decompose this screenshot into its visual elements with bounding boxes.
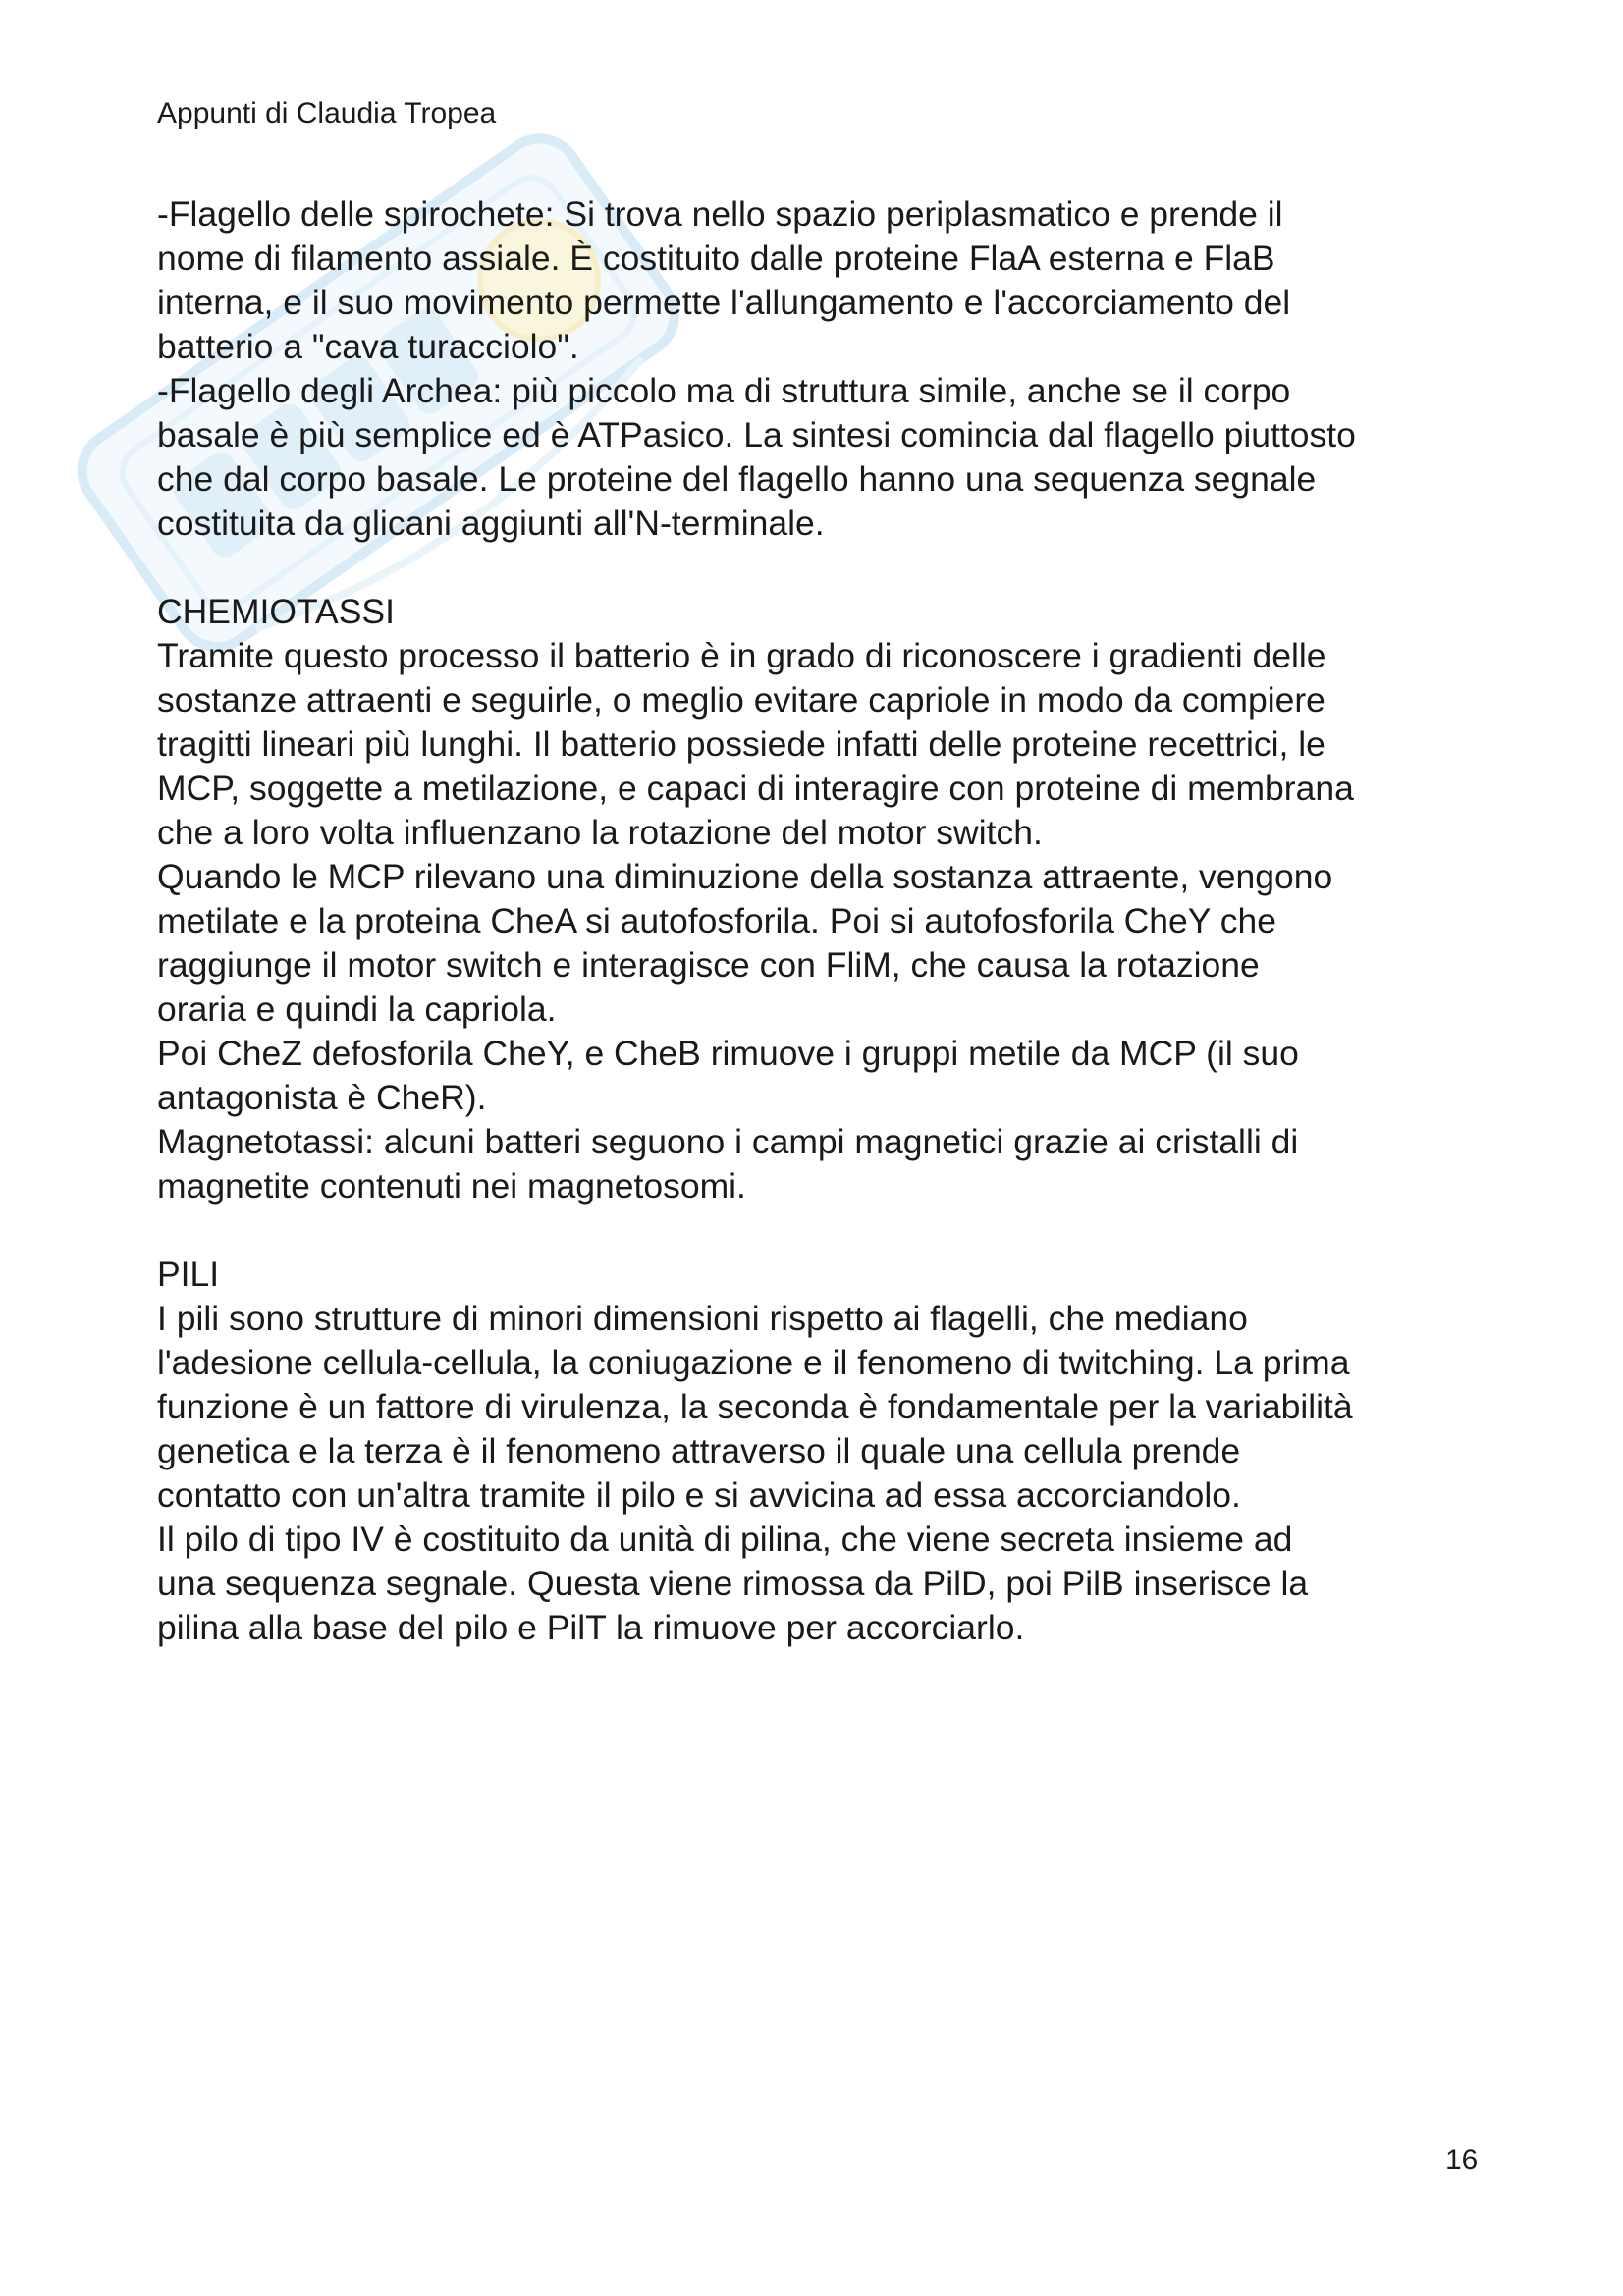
text-line: tragitti lineari più lunghi. Il batterio possiede infatti delle proteine recettrici, le	[157, 724, 1325, 764]
text-line: -Flagello degli Archea: più piccolo ma di struttura simile, anche se il corpo	[157, 371, 1291, 410]
paragraph-chemiotassi-intro	[157, 634, 1512, 855]
text-line: che dal corpo basale. Le proteine del flagello hanno una sequenza segnale	[157, 459, 1317, 499]
text-line: funzione è un fattore di virulenza, la seconda è fondamentale per la variabilità	[157, 1387, 1353, 1426]
text-line: Tramite questo processo il batterio è in grado di riconoscere i gradienti delle	[157, 636, 1326, 675]
text-line: sostanze attraenti e seguirle, o meglio evitare capriole in modo da compiere	[157, 680, 1325, 720]
text-line: metilate e la proteina CheA si autofosforila. Poi si autofosforila CheY che	[157, 901, 1276, 940]
text-line: oraria e quindi la capriola.	[157, 989, 557, 1029]
text-line: che a loro volta influenzano la rotazione del motor switch.	[157, 813, 1043, 852]
text-line: MCP, soggette a metilazione, e capaci di interagire con proteine di membrana	[157, 769, 1354, 808]
paragraph-magnetotassi	[157, 1120, 1512, 1208]
text-line: raggiunge il motor switch e interagisce con FliM, che causa la rotazione	[157, 945, 1260, 985]
text-line: Il pilo di tipo IV è costituito da unità di pilina, che viene secreta insieme ad	[157, 1520, 1293, 1559]
text-line: interna, e il suo movimento permette l'allungamento e l'accorciamento del	[157, 283, 1291, 322]
paragraph-flagello-archea	[157, 369, 1512, 546]
text-line: basale è più semplice ed è ATPasico. La sintesi comincia dal flagello piuttosto	[157, 415, 1356, 454]
text-line: Quando le MCP rilevano una diminuzione della sostanza attraente, vengono	[157, 857, 1333, 896]
text-line: -Flagello delle spirochete: Si trova nello spazio periplasmatico e prende il	[157, 194, 1283, 234]
blank-line	[157, 1208, 1512, 1253]
text-line: l'adesione cellula-cellula, la coniugazione e il fenomeno di twitching. La prima	[157, 1343, 1350, 1382]
document-body	[157, 192, 1512, 1650]
text-line: genetica e la terza è il fenomeno attraverso il quale una cellula prende	[157, 1431, 1241, 1470]
text-line: pilina alla base del pilo e PilT la rimuove per accorciarlo.	[157, 1608, 1025, 1647]
section-heading-pili: PILI	[157, 1255, 220, 1294]
text-line: antagonista è CheR).	[157, 1078, 487, 1117]
text-line: nome di filamento assiale. È costituito dalle proteine FlaA esterna e FlaB	[157, 239, 1275, 278]
text-line: una sequenza segnale. Questa viene rimossa da PilD, poi PilB inserisce la	[157, 1564, 1309, 1603]
text-line: batterio a "cava turacciolo".	[157, 327, 579, 366]
paragraph-chemiotassi-chez	[157, 1032, 1512, 1120]
text-line: costituita da glicani aggiunti all'N-terminale.	[157, 504, 825, 543]
text-line: Magnetotassi: alcuni batteri seguono i campi magnetici grazie ai cristalli di	[157, 1122, 1299, 1161]
text-line: contatto con un'altra tramite il pilo e si avvicina ad essa accorciandolo.	[157, 1475, 1241, 1515]
section-heading-chemiotassi: CHEMIOTASSI	[157, 592, 395, 631]
page-number: 16	[1445, 2144, 1479, 2176]
paragraph-flagello-spirochete	[157, 192, 1512, 369]
blank-line	[157, 546, 1512, 590]
paragraph-pili-tipo-iv	[157, 1518, 1512, 1650]
text-line: magnetite contenuti nei magnetosomi.	[157, 1166, 746, 1205]
paragraph-chemiotassi-mcp	[157, 855, 1512, 1032]
page-header: Appunti di Claudia Tropea	[157, 97, 497, 130]
text-line: Poi CheZ defosforila CheY, e CheB rimuove i gruppi metile da MCP (il suo	[157, 1034, 1299, 1073]
text-line: I pili sono strutture di minori dimensioni rispetto ai flagelli, che mediano	[157, 1299, 1248, 1338]
paragraph-pili-intro	[157, 1297, 1512, 1518]
